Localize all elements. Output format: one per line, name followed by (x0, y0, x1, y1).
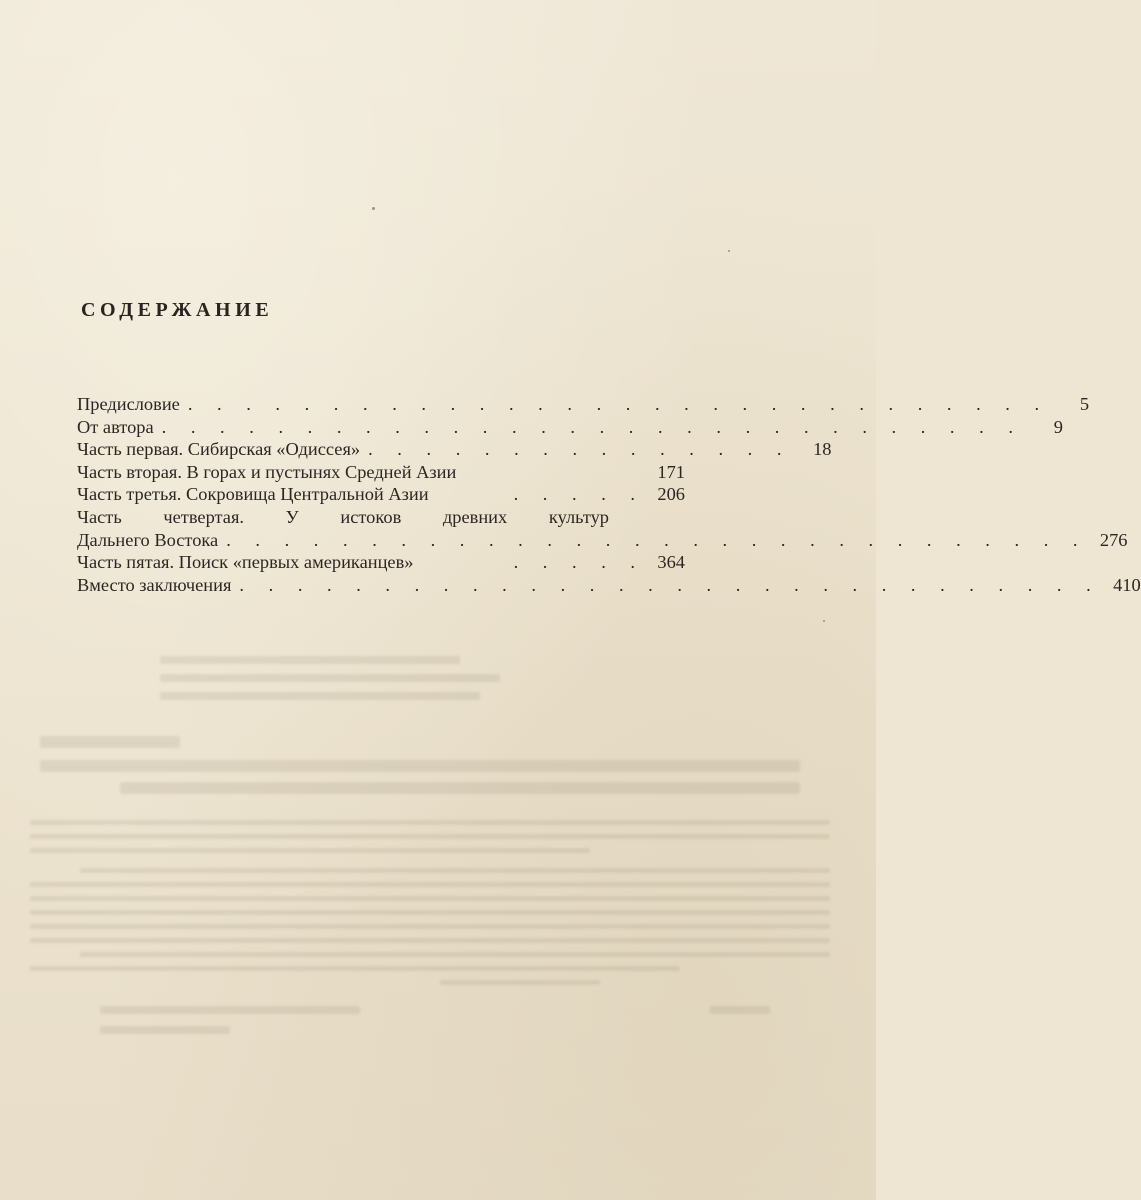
toc-entry-page: 18 (813, 439, 832, 460)
toc-entry-conclusion[interactable] (77, 574, 1141, 597)
toc-entry-page: 410 (1113, 574, 1141, 595)
show-through-texture (20, 640, 850, 1060)
dot-leader: . . . . . . . . . . . . . . . . . . . . . . . . . . . . . . (226, 529, 1088, 550)
toc-entry-page: 5 (1079, 394, 1090, 414)
dot-leader: . . . . . (513, 484, 645, 505)
contents-heading: СОДЕРЖАНИЕ (81, 299, 274, 321)
table-of-contents (77, 393, 1141, 596)
paper-speck (372, 207, 375, 210)
toc-entry-title: Часть вторая. В горах и пустынях Средней Азии (77, 461, 457, 482)
dot-leader: . . . . . . . . . . . . . . . . . . . . . . . . . . . . . . (161, 416, 1023, 437)
toc-entry-preface[interactable] (77, 393, 1090, 416)
toc-entry-from-author[interactable] (77, 416, 1063, 439)
toc-entry-title: Часть первая. Сибирская «Одиссея» (77, 439, 361, 460)
toc-entry-page: 276 (1099, 529, 1128, 550)
toc-entry-title: Часть третья. Сокровища Центральной Азии (77, 484, 429, 505)
toc-entry-title: Часть четвертая. У истоков древних культур (77, 506, 609, 527)
toc-entry-part-four-line-two[interactable] (77, 529, 1128, 552)
dot-leader: . . . . . (513, 552, 645, 573)
toc-entry-part-two[interactable] (77, 461, 685, 484)
dot-leader: . . . . . . . . . . . . . . . (368, 439, 792, 460)
toc-entry-title: От автора (77, 416, 154, 437)
toc-entry-page: 171 (657, 461, 685, 482)
toc-entry-part-one[interactable] (77, 438, 832, 461)
paper-speck (728, 250, 730, 252)
toc-entry-title: Предисловие (77, 394, 180, 414)
toc-entry-part-three[interactable] (77, 483, 685, 506)
toc-entry-title: Дальнего Востока (77, 529, 219, 550)
toc-entry-page: 364 (657, 552, 685, 573)
dot-leader: . . . . . . . . . . . . . . . . . . . . . . . . . . . . . . (187, 394, 1050, 414)
dot-leader: . . . . . . . . . . . . . . . . . . . . . . . . . . . . . . (239, 574, 1101, 595)
toc-entry-page: 9 (1053, 416, 1063, 437)
toc-entry-page: 206 (657, 484, 685, 505)
paper-speck (823, 620, 825, 622)
toc-entry-part-four-line-one[interactable] (77, 506, 685, 529)
toc-entry-title: Часть пятая. Поиск «первых американцев» (77, 552, 414, 573)
toc-entry-part-five[interactable] (77, 551, 685, 574)
toc-entry-title: Вместо заключения (77, 574, 232, 595)
